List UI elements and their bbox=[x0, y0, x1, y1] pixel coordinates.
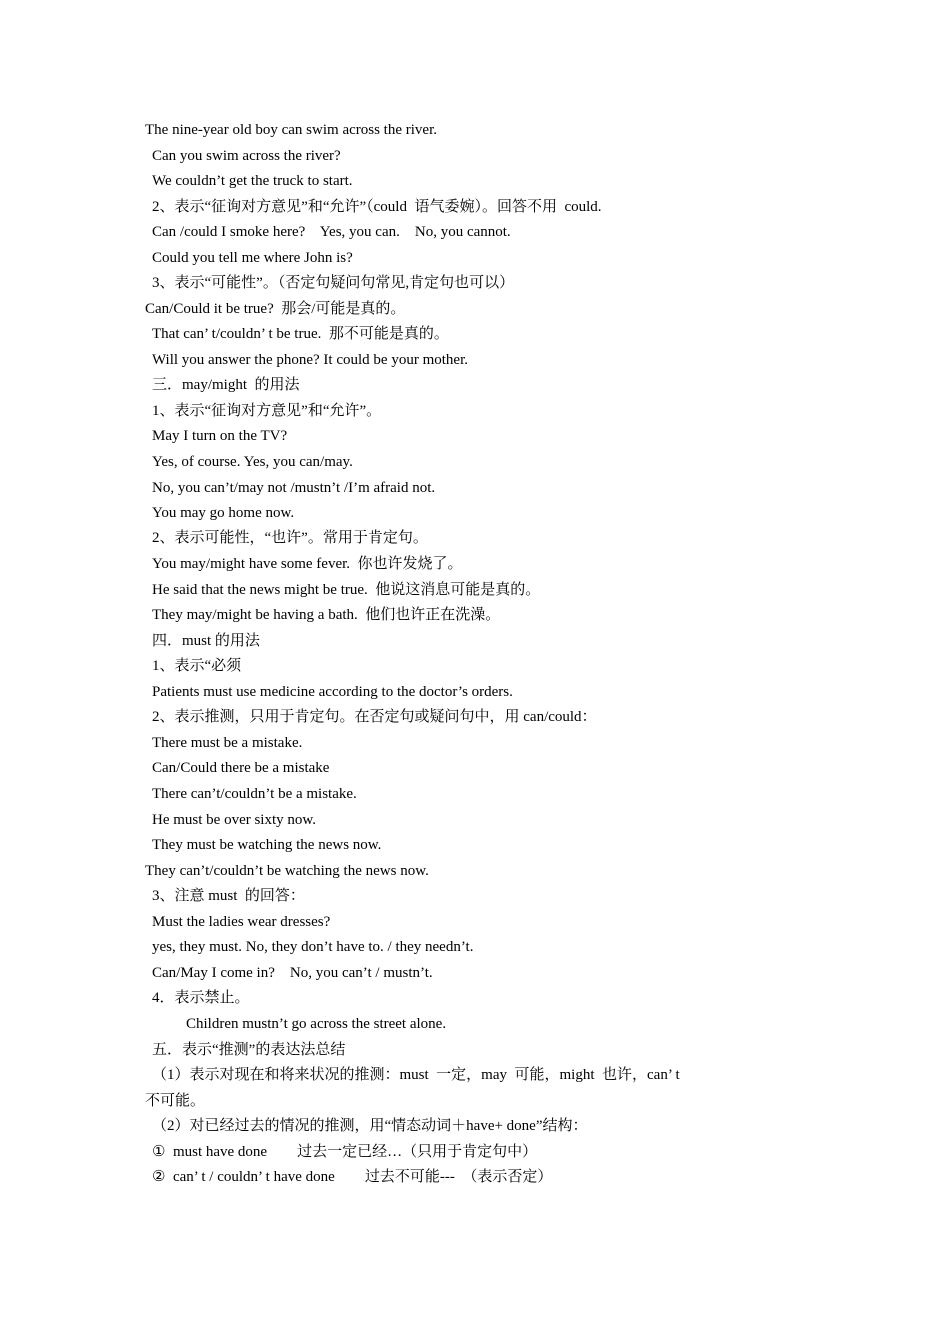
text-line: Can /could I smoke here? Yes, you can. No, you cannot. bbox=[152, 224, 511, 240]
text-line: ① must have done 过去一定已经…（只用于肯定句中） bbox=[152, 1144, 538, 1160]
text-line: He said that the news might be true. 他说这消息可能是真的。 bbox=[152, 582, 541, 598]
text-line: Could you tell me where John is? bbox=[152, 250, 353, 266]
text-line: That can’ t/couldn’ t be true. 那不可能是真的。 bbox=[152, 326, 449, 342]
text-line: 4．表示禁止。 bbox=[152, 990, 250, 1006]
text-line: We couldn’t get the truck to start. bbox=[152, 173, 353, 189]
text-line: Patients must use medicine according to the doctor’s orders. bbox=[152, 684, 513, 700]
text-line: Can/Could it be true? 那会/可能是真的。 bbox=[145, 301, 406, 317]
text-line: Will you answer the phone? It could be your mother. bbox=[152, 352, 468, 368]
section-heading: 四．must 的用法 bbox=[152, 633, 260, 649]
text-line: 2、表示推测，只用于肯定句。在否定句或疑问句中，用 can/could： bbox=[152, 709, 597, 725]
text-line: 2、表示“征询对方意见”和“允许”（could 语气委婉）。回答不用 could. bbox=[152, 199, 602, 215]
section-heading: 五．表示“推测”的表达法总结 bbox=[152, 1042, 346, 1058]
text-line: （2）对已经过去的情况的推测，用“情态动词＋have+ done”结构： bbox=[152, 1118, 588, 1134]
text-line: They may/might be having a bath. 他们也许正在洗澡。 bbox=[152, 607, 501, 623]
section-heading: 三．may/might 的用法 bbox=[152, 377, 300, 393]
text-line: May I turn on the TV? bbox=[152, 428, 288, 444]
text-line: ② can’ t / couldn’ t have done 过去不可能--- （表示否定） bbox=[152, 1169, 553, 1185]
text-line: He must be over sixty now. bbox=[152, 812, 317, 828]
text-line: Can you swim across the river? bbox=[152, 148, 341, 164]
text-line: Children mustn’t go across the street alone. bbox=[186, 1016, 447, 1032]
text-line: They can’t/couldn’t be watching the news now. bbox=[145, 863, 429, 879]
text-line: 2、表示可能性，“也许”。常用于肯定句。 bbox=[152, 530, 428, 546]
text-line: No, you can’t/may not /mustn’t /I’m afraid not. bbox=[152, 480, 436, 496]
text-line: You may/might have some fever. 你也许发烧了。 bbox=[152, 556, 463, 572]
text-line: Yes, of course. Yes, you can/may. bbox=[152, 454, 353, 470]
text-line: 3、表示“可能性”。（否定句疑问句常见,肯定句也可以） bbox=[152, 275, 515, 291]
text-line: 1、表示“必须 bbox=[152, 658, 242, 674]
text-line: They must be watching the news now. bbox=[152, 837, 382, 853]
text-line: Can/May I come in? No, you can’t / mustn’t. bbox=[152, 965, 433, 981]
text-line: Must the ladies wear dresses? bbox=[152, 914, 331, 930]
text-line: You may go home now. bbox=[152, 505, 295, 521]
text-line: There can’t/couldn’t be a mistake. bbox=[152, 786, 357, 802]
text-line: 1、表示“征询对方意见”和“允许”。 bbox=[152, 403, 382, 419]
text-line: 3、注意 must 的回答： bbox=[152, 888, 305, 904]
text-line: There must be a mistake. bbox=[152, 735, 303, 751]
text-line: Can/Could there be a mistake bbox=[152, 760, 330, 776]
text-line: 不可能。 bbox=[145, 1093, 206, 1109]
text-line: The nine-year old boy can swim across the river. bbox=[145, 122, 437, 138]
text-line: yes, they must. No, they don’t have to. / they needn’t. bbox=[152, 939, 474, 955]
text-line: （1）表示对现在和将来状况的推测：must 一定，may 可能，might 也许，can’ t bbox=[152, 1067, 680, 1083]
